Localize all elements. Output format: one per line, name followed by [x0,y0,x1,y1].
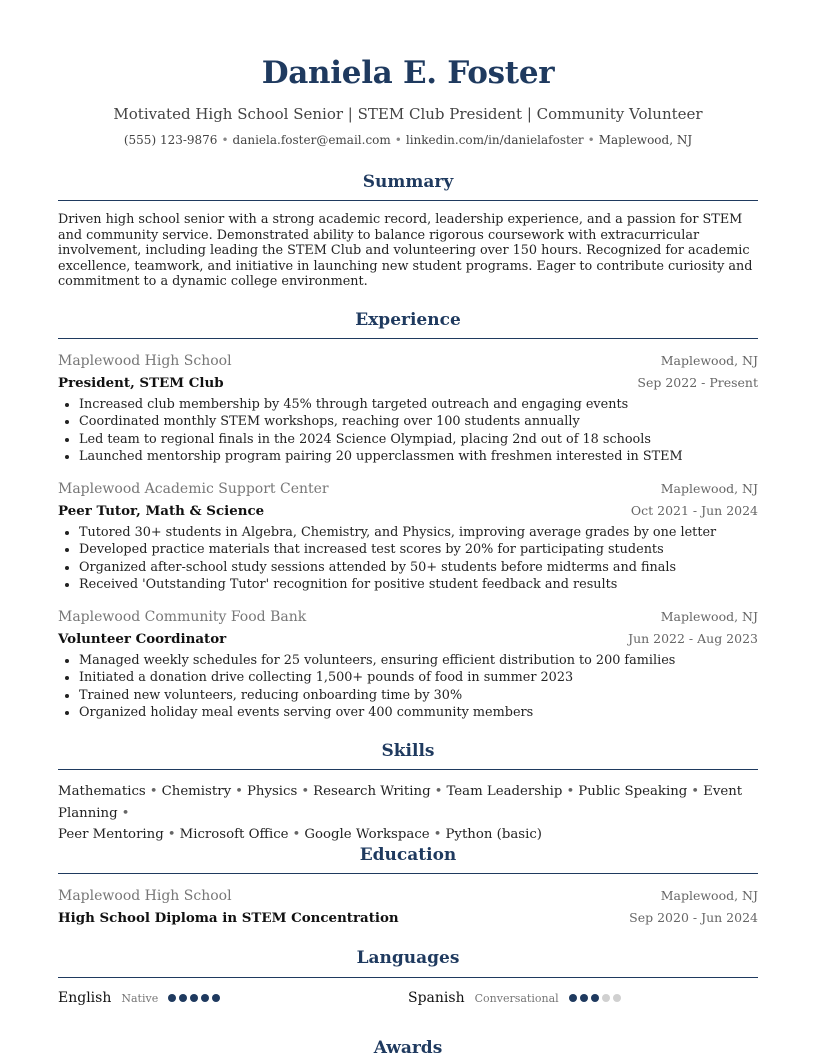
bullet-item: • Tutored 30+ students in Algebra, Chemistry, and Physics, improving average grades by one letter [79,524,758,541]
skill-separator: • [167,827,176,842]
education-school: Maplewood High School [58,888,232,904]
summary-text: Driven high school senior with a strong academic record, leadership experience, and a passion for STEM and community service. Demonstrated ability to balance rigorous coursework with extracurricular involvement, including leading the STEM Club and volunteering over 150 hours. Recognized for academic excellence, teamwork, and initiative in launching new student programs. Eager to contribute curiosity and commitment to a dynamic college environment. [58,212,753,289]
contact-separator: • [394,133,402,147]
section-title-experience: Experience [355,310,461,330]
experience-location: Maplewood, NJ [660,353,758,368]
rating-dot-empty [602,994,610,1002]
experience-role: Peer Tutor, Math & Science [58,503,265,519]
rating-dot-filled [569,994,577,1002]
experience-entry [58,606,758,722]
skill-item: Chemistry [161,784,232,799]
education-dates: Sep 2020 - Jun 2024 [629,910,758,925]
education-location: Maplewood, NJ [660,888,758,903]
contact-separator: • [221,133,229,147]
experience-bullets [58,524,758,594]
bullet-item: • Increased club membership by 45% through targeted outreach and engaging events [79,396,758,413]
education-degree: High School Diploma in STEM Concentration [58,910,399,926]
skill-separator: • [149,784,158,799]
language-rating [168,994,220,1002]
bullet-item: • Organized holiday meal events serving over 400 community members [79,704,758,721]
bullet-item: • Initiated a donation drive collecting 1,500+ pounds of food in summer 2023 [79,669,758,686]
contact-phone: (555) 123-9876 [123,133,218,147]
section-divider [58,977,758,978]
language-level: Conversational [474,991,559,1005]
experience-org: Maplewood High School [58,353,232,369]
skill-item: Research Writing [313,784,431,799]
section-title-skills: Skills [381,741,435,761]
section-title-education: Education [359,845,457,865]
skill-item: Mathematics [58,784,146,799]
skill-item: Microsoft Office [179,827,289,842]
bullet-item: • Trained new volunteers, reducing onboarding time by 30% [79,687,758,704]
rating-dot-filled [190,994,198,1002]
section-divider [58,769,758,770]
rating-dot-filled [168,994,176,1002]
experience-dates: Sep 2022 - Present [637,375,758,390]
section-title-languages: Languages [356,948,460,968]
skill-separator: • [433,827,442,842]
section-title-awards: Awards [373,1038,443,1058]
skill-item: Peer Mentoring [58,827,164,842]
language-name: English [58,990,112,1006]
rating-dot-filled [201,994,209,1002]
education-entry [58,885,758,929]
skills-line [58,824,758,846]
experience-location: Maplewood, NJ [660,481,758,496]
skill-item: Public Speaking [578,784,688,799]
candidate-headline: Motivated High School Senior | STEM Club President | Community Volunteer [113,105,703,123]
skill-item: Team Leadership [446,784,563,799]
skill-item: Physics [246,784,298,799]
language-level: Native [121,991,159,1005]
experience-entry [58,478,758,594]
bullet-item: • Received 'Outstanding Tutor' recognition for positive student feedback and results [79,576,758,593]
experience-bullets [58,396,758,466]
experience-bullets [58,652,758,722]
language-rating [569,994,621,1002]
bullet-item: • Led team to regional finals in the 2024 Science Olympiad, placing 2nd out of 18 schools [79,431,758,448]
candidate-name: Daniela E. Foster [261,55,555,91]
skill-separator: • [292,827,301,842]
section-divider [58,873,758,874]
experience-org: Maplewood Community Food Bank [58,609,307,625]
experience-org: Maplewood Academic Support Center [58,481,329,497]
section-divider [58,200,758,201]
contact-location: Maplewood, NJ [598,133,693,147]
bullet-item: • Organized after-school study sessions attended by 50+ students before midterms and finals [79,559,758,576]
rating-dot-filled [591,994,599,1002]
skill-separator: • [434,784,443,799]
rating-dot-filled [212,994,220,1002]
skill-item: Google Workspace [304,827,430,842]
rating-dot-filled [580,994,588,1002]
language-item [58,990,220,1006]
experience-dates: Oct 2021 - Jun 2024 [630,503,758,518]
skill-separator: • [301,784,310,799]
skill-separator: • [121,805,130,821]
contact-separator: • [587,133,595,147]
bullet-item: • Managed weekly schedules for 25 volunteers, ensuring efficient distribution to 200 families [79,652,758,669]
skill-item: Event Planning [58,784,743,821]
skill-separator: • [691,784,700,799]
contact-email: daniela.foster@email.com [232,133,391,147]
skill-separator: • [566,784,575,799]
experience-dates: Jun 2022 - Aug 2023 [628,631,758,646]
rating-dot-empty [613,994,621,1002]
language-name: Spanish [408,990,465,1006]
contact-line [0,131,816,149]
language-item [408,990,621,1006]
skill-item: Python (basic) [445,827,542,842]
contact-linkedin: linkedin.com/in/danielafoster [405,133,584,147]
bullet-item: • Coordinated monthly STEM workshops, reaching over 100 students annually [79,413,758,430]
skills-list [58,781,758,846]
bullet-item: • Launched mentorship program pairing 20 upperclassmen with freshmen interested in STEM [79,448,758,465]
experience-role: Volunteer Coordinator [58,631,227,647]
experience-role: President, STEM Club [58,375,224,391]
section-title-summary: Summary [362,172,454,192]
rating-dot-filled [179,994,187,1002]
skills-line [58,781,758,824]
experience-location: Maplewood, NJ [660,609,758,624]
skill-separator: • [235,784,243,799]
section-divider [58,338,758,339]
experience-entry [58,350,758,466]
bullet-item: • Developed practice materials that increased test scores by 20% for participating students [79,541,758,558]
